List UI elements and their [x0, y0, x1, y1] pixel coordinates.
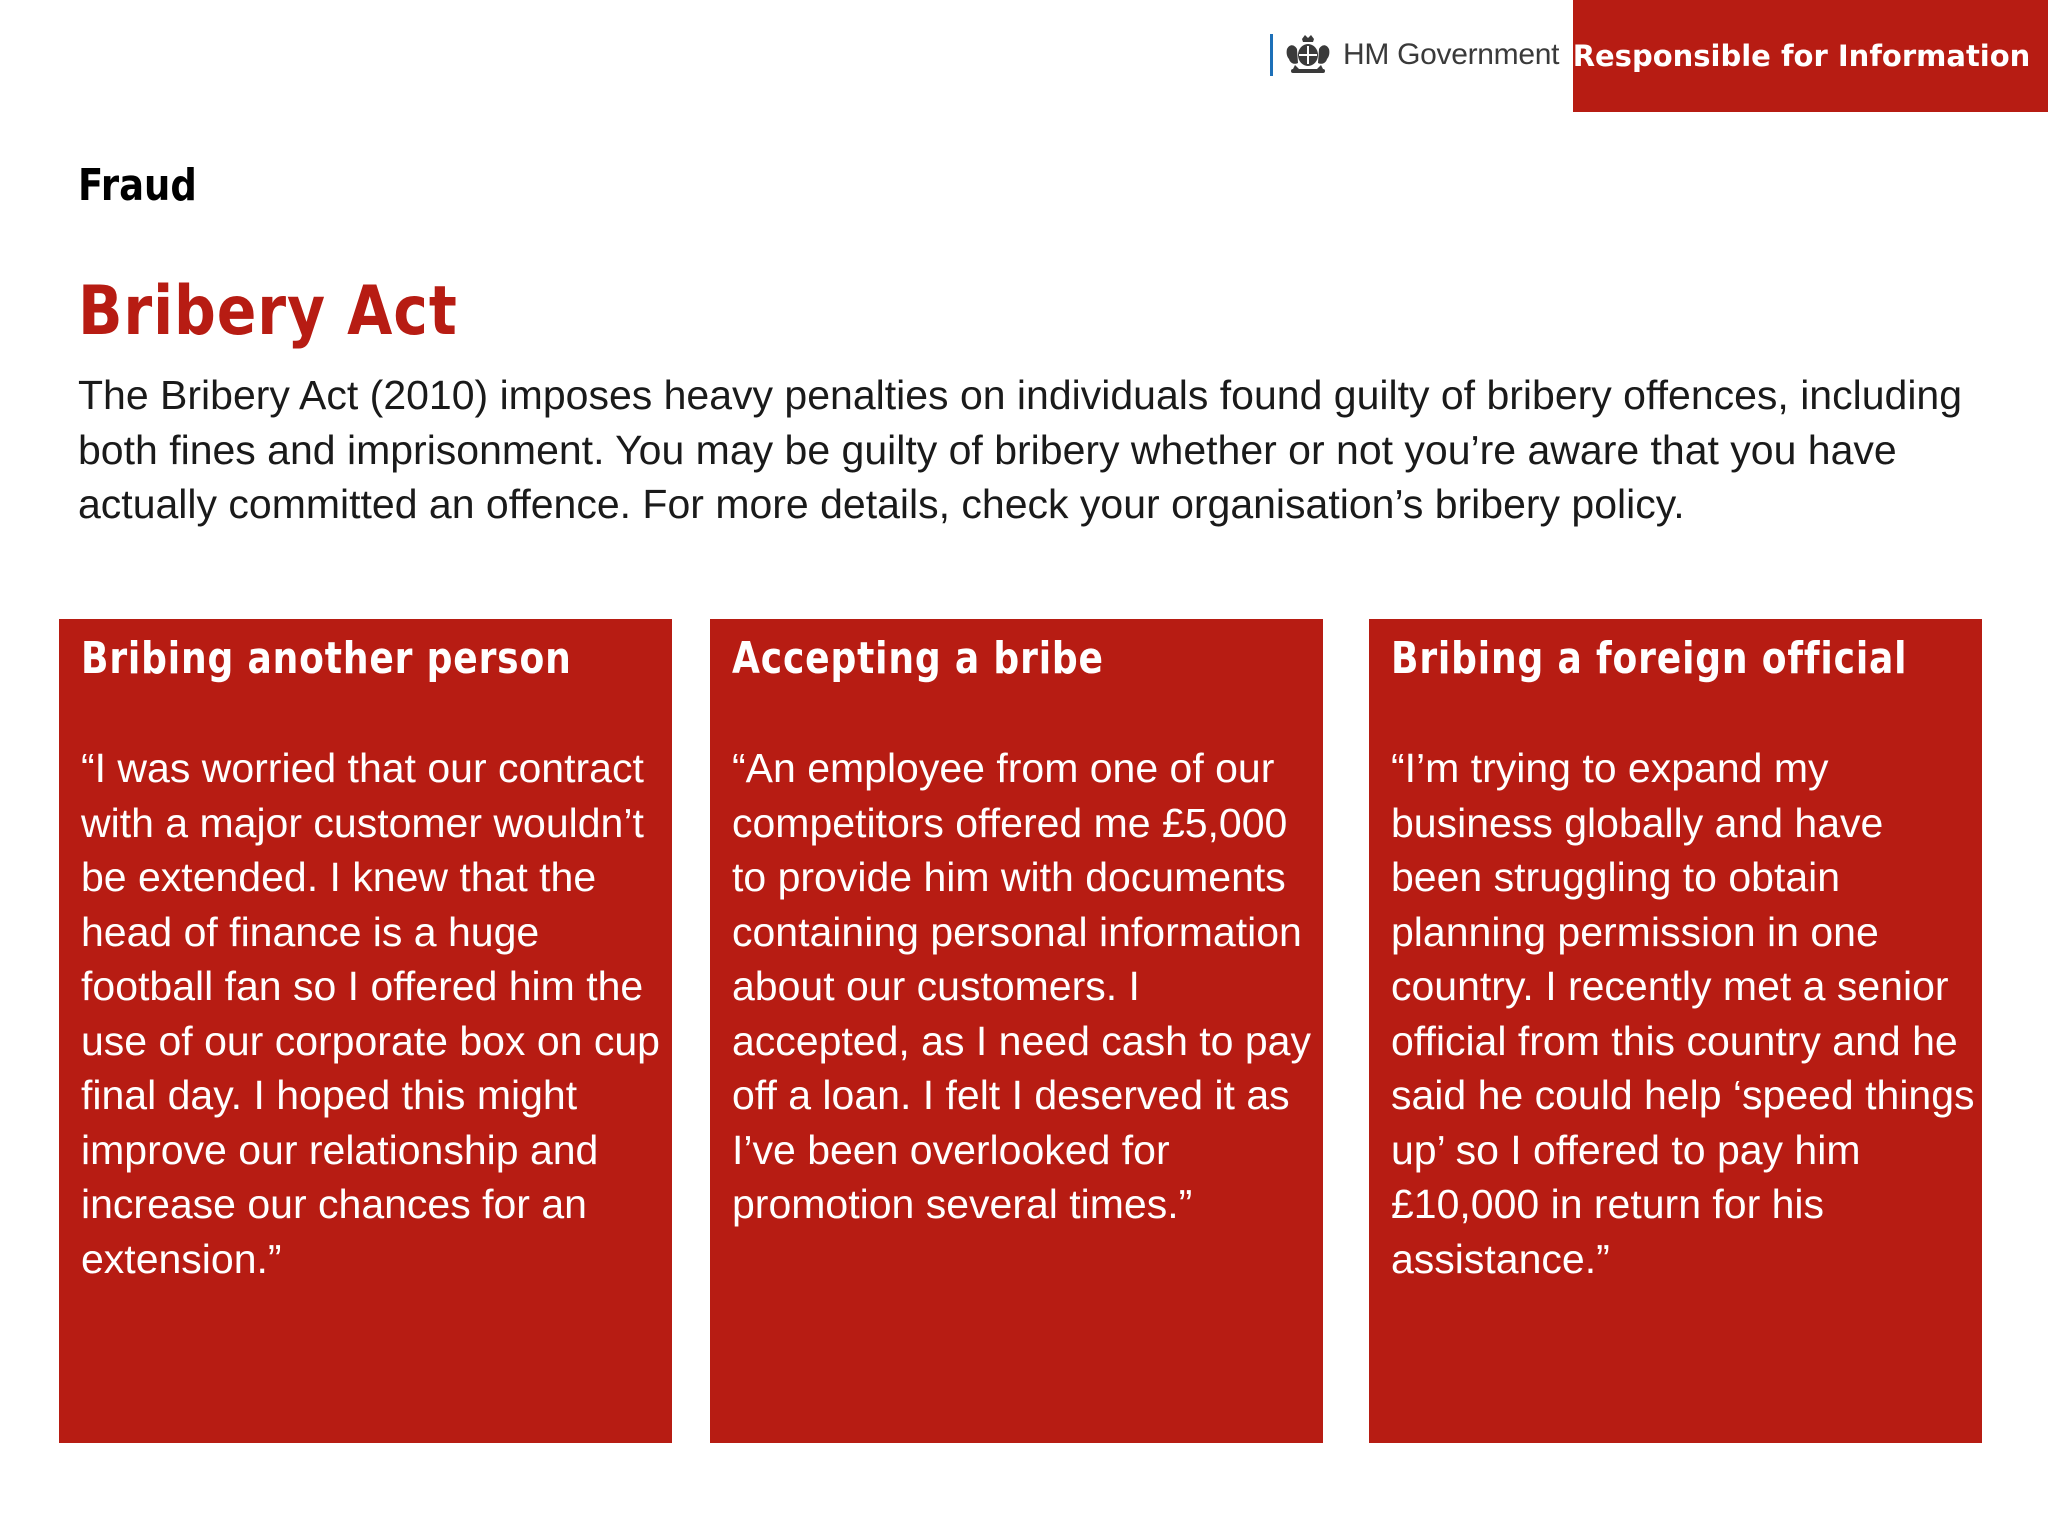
org-name: HM Government	[1343, 38, 1560, 71]
tagline-banner	[1573, 0, 2048, 112]
logo-divider	[1270, 34, 1273, 76]
section-label: Fraud	[78, 160, 197, 211]
card-bribing-a-foreign-official	[1369, 619, 1982, 1443]
royal-crest-icon	[1283, 33, 1333, 77]
card-title: Bribing a foreign official	[1391, 633, 1908, 684]
card-bribing-another-person	[59, 619, 672, 1443]
card-quote: “I was worried that our contract with a major customer wouldn’t be extended. I knew that the head of finance is a huge football fan so I offered him the use of our corporate box on cup final day. I hoped this might improve our relationship and increase our chances for an extension.”	[81, 745, 660, 1282]
card-title: Accepting a bribe	[732, 633, 1104, 684]
page-title: Bribery Act	[78, 272, 458, 351]
intro-paragraph: The Bribery Act (2010) imposes heavy penalties on individuals found guilty of bribery offences, including both fines and imprisonment. You may be guilty of bribery whether or not you’re aware that you have actually committed an offence. For more details, check your organisation’s bribery policy.	[78, 372, 1963, 527]
tagline-text: Responsible for Information	[1572, 39, 2031, 73]
card-quote: “I’m trying to expand my business globally and have been struggling to obtain planning permission in one country. I recently met a senior official from this country and he said he could help ‘speed things up’ so I offered to pay him £10,000 in return for his assistance.”	[1391, 745, 1975, 1282]
card-quote: “An employee from one of our competitors offered me £5,000 to provide him with documents containing personal information about our customers. I accepted, as I need cash to pay off a loan. I felt I deserved it as I’ve been overlooked for promotion several times.”	[732, 745, 1311, 1227]
card-title: Bribing another person	[81, 633, 572, 684]
card-accepting-a-bribe	[710, 619, 1323, 1443]
hm-government-logo	[1270, 30, 1559, 80]
